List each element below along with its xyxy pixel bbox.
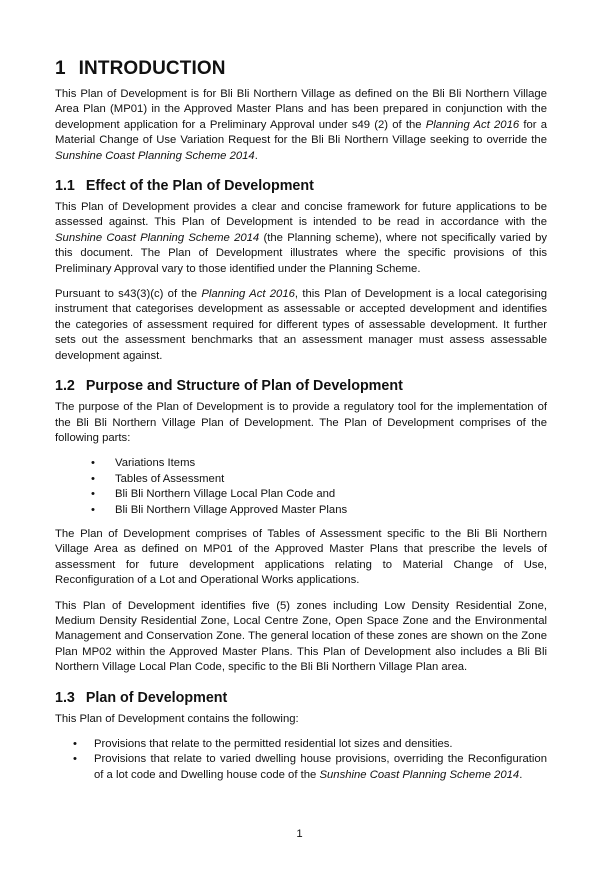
section-number: 1.3 bbox=[55, 689, 75, 706]
paragraph-text: (the Planning scheme), where not specifically varied by this document. The Plan of Development illustrates where the specific provisions of this Preliminary Approval vary to those identified under the Planning Scheme. bbox=[55, 231, 548, 275]
intro-text: . bbox=[254, 149, 258, 162]
list-item bbox=[91, 456, 547, 471]
list-item-text: Provisions that relate to the permitted residential lot sizes and densities. bbox=[94, 738, 453, 750]
section-paragraph bbox=[55, 200, 547, 277]
list-item bbox=[73, 737, 547, 752]
section-title: Plan of Development bbox=[85, 689, 228, 706]
section-title: Purpose and Structure of Plan of Development bbox=[85, 378, 403, 395]
list-item-text: Variations Items bbox=[115, 457, 196, 470]
act-ref: Planning Act 2016 bbox=[201, 288, 295, 301]
list-item-text: Bli Bli Northern Village Approved Master Plans bbox=[115, 503, 348, 516]
section-heading-1-2 bbox=[55, 378, 547, 394]
section-paragraph: The Plan of Development comprises of Tables of Assessment specific to the Bli Bli Northern Village Area as defined on MP01 of the Approved Master Plans that prescribe the levels of assessment for future development applications relating to Material Change of Use, Reconfiguration of a Lot and Operational Works applications. bbox=[55, 527, 547, 587]
bullet-icon: • bbox=[91, 457, 95, 470]
bullet-icon: • bbox=[73, 753, 77, 766]
list-item-text: Tables of Assessment bbox=[115, 472, 225, 485]
paragraph-text: This Plan of Development provides a clear and concise framework for future applications to be assessed against. This Plan of Development is intended to be read in accordance with the bbox=[55, 201, 547, 229]
section-paragraph bbox=[55, 287, 547, 364]
section-paragraph: The purpose of the Plan of Development is to provide a regulatory tool for the implementation of the Bli Bli Northern Village Plan of Development. The Plan of Development comprises of the following parts: bbox=[55, 401, 547, 444]
bullet-icon: • bbox=[73, 738, 77, 750]
parts-list bbox=[55, 456, 547, 518]
chapter-title: INTRODUCTION bbox=[78, 58, 226, 79]
list-item bbox=[91, 503, 547, 518]
document-page bbox=[55, 58, 547, 783]
list-item bbox=[91, 472, 547, 487]
section-paragraph: This Plan of Development contains the following: bbox=[55, 712, 299, 725]
provisions-list bbox=[55, 737, 547, 783]
intro-paragraph bbox=[55, 87, 547, 164]
chapter-number: 1 bbox=[55, 58, 66, 79]
intro-text: for a Material Change of Use Variation Request for the Bli Bli Northern Village seeking to override the bbox=[55, 118, 548, 147]
bullet-icon: • bbox=[91, 488, 95, 501]
list-item-text: Bli Bli Northern Village Local Plan Code and bbox=[115, 488, 336, 501]
paragraph-text: , this Plan of Development is a local categorising instrument that categorises development as assessable or accepted development and identifies the categories of assessment required for different types of assessable development. It further sets out the assessment benchmarks that an assessment manager must assess assessable development against. bbox=[55, 288, 548, 362]
scheme-ref: Sunshine Coast Planning Scheme 2014 bbox=[319, 768, 520, 781]
bullet-icon: • bbox=[91, 472, 95, 485]
list-item-text: . bbox=[519, 768, 523, 781]
page-number: 1 bbox=[296, 828, 303, 840]
section-number: 1.2 bbox=[55, 378, 75, 395]
section-title: Effect of the Plan of Development bbox=[85, 178, 314, 195]
intro-scheme-ref: Sunshine Coast Planning Scheme 2014 bbox=[55, 149, 255, 162]
section-number: 1.1 bbox=[55, 178, 75, 195]
section-heading-1-1 bbox=[55, 178, 547, 194]
list-item-text: Provisions that relate to varied dwelling house provisions, overriding the Reconfiguration of a lot code and Dwelling house code of the bbox=[94, 753, 547, 781]
bullet-icon: • bbox=[91, 503, 95, 516]
section-heading-1-3 bbox=[55, 690, 547, 706]
list-item bbox=[73, 752, 547, 783]
intro-act-ref: Planning Act 2016 bbox=[425, 118, 520, 131]
scheme-ref: Sunshine Coast Planning Scheme 2014 bbox=[55, 231, 260, 244]
paragraph-text: Pursuant to s43(3)(c) of the bbox=[55, 288, 202, 301]
intro-text: This Plan of Development is for Bli Bli Northern Village as defined on the Bli Bli Northern Village Area Plan (MP01) in the Approved Master Plans and has been prepared in conjunction with the development application for a Preliminary Approval under s49 (2) of the bbox=[55, 88, 547, 131]
chapter-heading bbox=[55, 58, 547, 80]
section-paragraph: This Plan of Development identifies five (5) zones including Low Density Residential Zone, Medium Density Residential Zone, Local Centre Zone, Open Space Zone and the Environmental Management and Conservation Zone. The general location of these zones are shown on the Zone Plan MP02 within the Approved Master Plans. This Plan of Development also includes a Bli Bli Northern Village Local Plan Code, specific to the Bli Bli Northern Village Plan area. bbox=[55, 599, 547, 674]
list-item bbox=[91, 487, 547, 502]
